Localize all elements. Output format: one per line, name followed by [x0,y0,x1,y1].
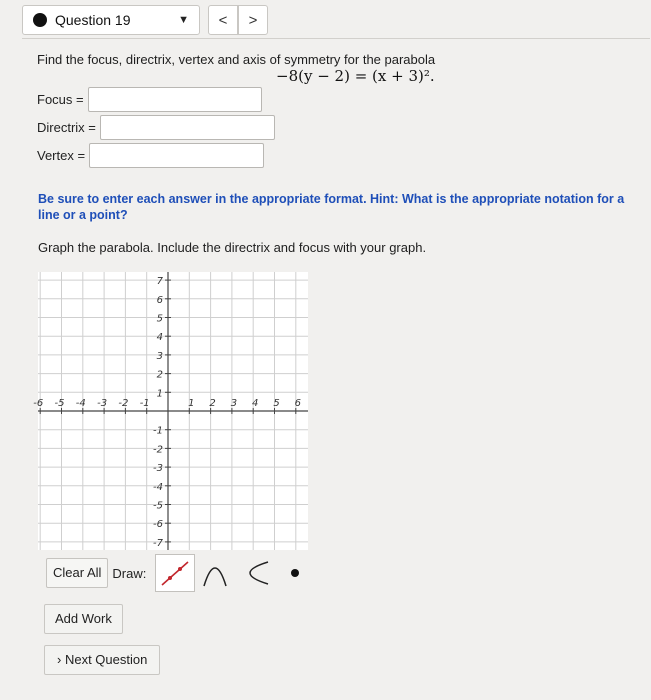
x-tick-label: 5 [273,398,280,409]
point-tool-icon[interactable] [275,554,315,592]
x-tick-label: 1 [188,398,195,409]
draw-label: Draw: [112,565,147,581]
parabola-tool-icon[interactable] [195,554,235,592]
next-question-button[interactable] [44,645,160,675]
x-tick-label: 3 [230,398,238,409]
line-tool-icon[interactable] [155,554,195,592]
y-tick-label: -5 [153,500,163,512]
previous-question-button[interactable]: < [208,5,238,35]
x-tick-label: 6 [294,398,301,409]
x-tick-label: -2 [118,398,129,409]
x-tick-label: -6 [33,398,44,409]
graph-canvas[interactable] [33,272,308,550]
focus-row [37,87,262,112]
y-tick-label: 1 [156,388,163,400]
status-dot-icon [33,13,47,27]
draw-tools [155,552,345,594]
horizontal-parabola-tool-icon[interactable] [235,554,275,592]
chevron-right-icon: › [57,652,62,667]
y-tick-label: -4 [153,481,163,493]
coordinate-grid[interactable] [33,272,308,550]
y-tick-label: 7 [156,276,163,288]
vertex-label: Vertex = [37,148,86,163]
format-hint: Be sure to enter each answer in the appropriate format. Hint: What is the appropriate notation for a line or a point? [38,192,625,222]
vertex-input[interactable] [89,143,264,168]
directrix-row [37,115,275,140]
x-tick-label: -4 [75,398,86,409]
x-tick-label: -3 [97,398,108,409]
question-header [22,2,650,39]
y-tick-label: 6 [156,294,163,306]
directrix-input[interactable] [100,115,275,140]
problem-prompt: Find the focus, directrix, vertex and axis of symmetry for the parabola [37,52,436,67]
x-tick-label: -5 [54,398,65,409]
next-question-label: Next Question [64,652,148,667]
x-tick-label: -1 [139,398,150,409]
graph-instruction: Graph the parabola. Include the directrix and focus with your graph. [38,240,427,255]
y-tick-label: -7 [153,537,163,549]
x-tick-label: 2 [209,398,216,409]
y-tick-label: -1 [153,425,163,437]
directrix-label: Directrix = [37,120,96,135]
question-selector[interactable] [22,5,200,35]
focus-input[interactable] [88,87,262,112]
x-tick-label: 4 [252,398,259,409]
y-tick-label: -3 [153,463,163,475]
question-label: Question 19 [55,12,131,28]
y-tick-label: 3 [156,350,163,362]
y-tick-label: -6 [153,519,163,531]
clear-all-button[interactable]: Clear All [46,558,108,588]
add-work-button[interactable]: Add Work [44,604,123,634]
draw-toolbar [46,552,146,594]
caret-down-icon[interactable]: ▼ [178,14,189,26]
y-tick-label: 2 [156,369,163,381]
y-tick-label: 4 [156,332,163,344]
y-tick-label: -2 [153,444,163,456]
next-question-arrow-button[interactable]: > [238,5,268,35]
vertex-row [37,143,264,168]
focus-label: Focus = [37,92,84,107]
y-tick-label: 5 [156,313,163,325]
parabola-equation: −8(y − 2) = (x + 3)². [276,67,435,85]
